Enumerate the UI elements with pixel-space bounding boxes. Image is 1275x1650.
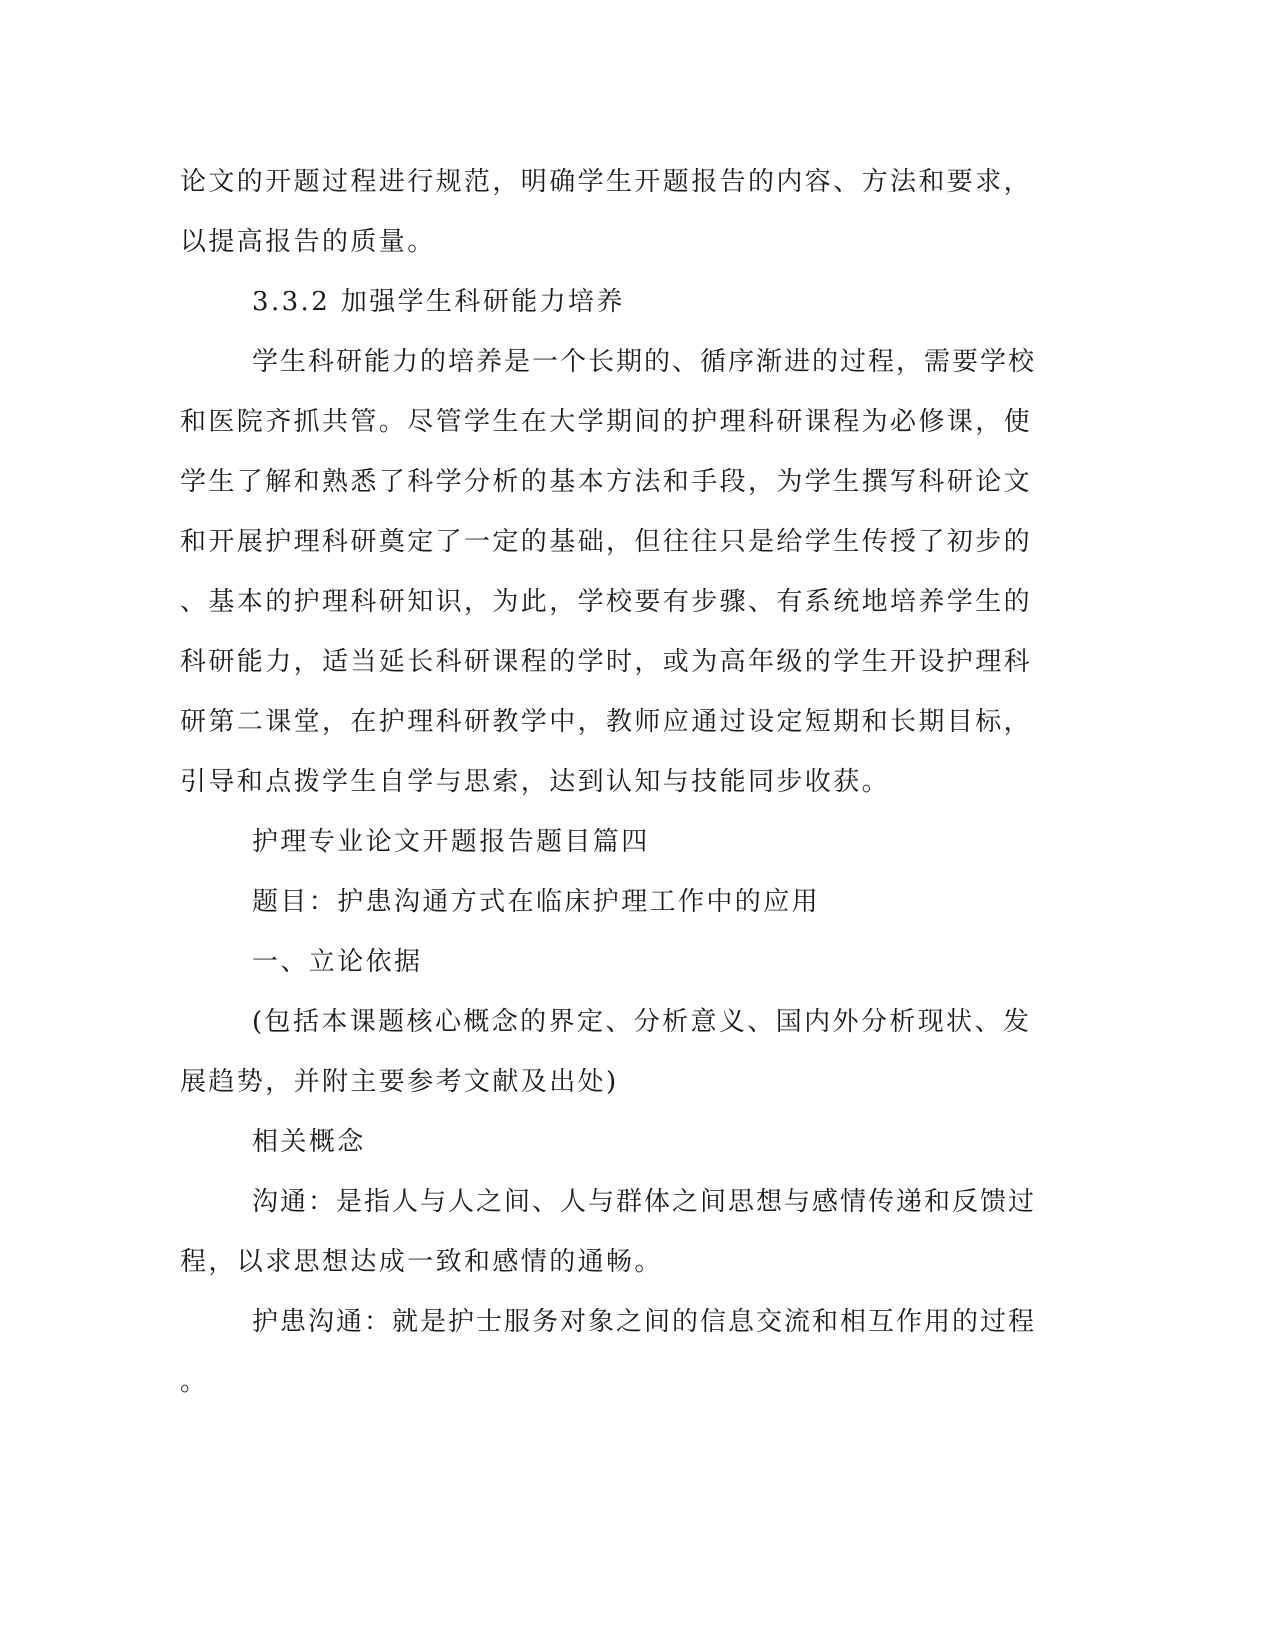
topic-title: 题目：护患沟通方式在临床护理工作中的应用 [252, 887, 821, 917]
chapter-title: 护理专业论文开题报告题目篇四 [252, 827, 650, 857]
section-heading: 一、立论依据 [252, 947, 423, 977]
text-line: 学生科研能力的培养是一个长期的、循序渐进的过程，需要学校 [252, 347, 1037, 377]
subsection-heading: 相关概念 [252, 1127, 366, 1157]
text-line: 科研能力，适当延长科研课程的学时，或为高年级的学生开设护理科 [180, 647, 1033, 677]
section-heading: 3.3.2 加强学生科研能力培养 [252, 287, 625, 317]
text-line: 论文的开题过程进行规范，明确学生开题报告的内容、方法和要求， [180, 167, 1033, 197]
text-line: 和医院齐抓共管。尽管学生在大学期间的护理科研课程为必修课，使 [180, 407, 1033, 437]
text-line: 学生了解和熟悉了科学分析的基本方法和手段，为学生撰写科研论文 [180, 467, 1033, 497]
text-line: 护患沟通：就是护士服务对象之间的信息交流和相互作用的过程 [252, 1307, 1037, 1337]
body-text [180, 152, 1040, 1412]
text-line: 沟通：是指人与人之间、人与群体之间思想与感情传递和反馈过 [252, 1187, 1037, 1217]
text-line: 以提高报告的质量。 [180, 227, 436, 257]
text-line: 、基本的护理科研知识，为此，学校要有步骤、有系统地培养学生的 [180, 587, 1033, 617]
text-line: 程，以求思想达成一致和感情的通畅。 [180, 1247, 663, 1277]
text-line: 。 [180, 1367, 209, 1397]
text-line: (包括本课题核心概念的界定、分析意义、国内外分析现状、发 [252, 1007, 1032, 1037]
text-line: 展趋势，并附主要参考文献及出处) [180, 1067, 619, 1097]
text-line: 和开展护理科研奠定了一定的基础，但往往只是给学生传授了初步的 [180, 527, 1033, 557]
text-line: 引导和点拨学生自学与思索，达到认知与技能同步收获。 [180, 767, 891, 797]
text-line: 研第二课堂，在护理科研教学中，教师应通过设定短期和长期目标， [180, 707, 1033, 737]
